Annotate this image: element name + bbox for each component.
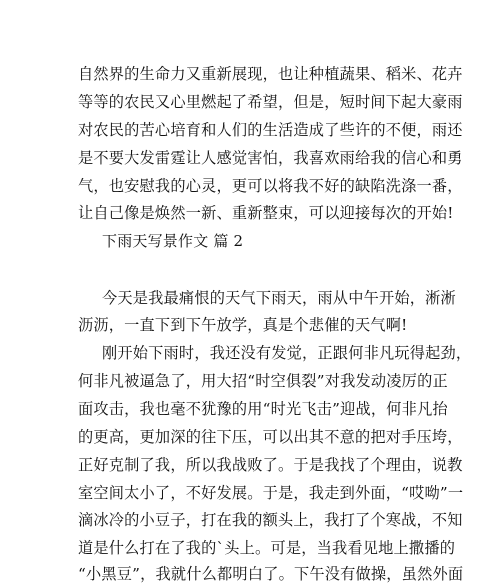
text-line: 是不要大发雷霆让人感觉害怕，我喜欢雨给我的信心和勇 xyxy=(78,149,463,167)
paragraph-line: 面攻击，我也毫不犹豫的用“时光飞击”迎战，何非凡抬 xyxy=(78,400,448,418)
text-line: 让自己像是焕然一新、重新整束，可以迎接每次的开始! xyxy=(78,204,454,222)
paragraph-line: 今天是我最痛恨的天气下雨天，雨从中午开始，淅淅 xyxy=(102,289,456,307)
text-line: 气，也安慰我的心灵，更可以将我不好的缺陷洗涤一番， xyxy=(78,177,463,195)
paragraph-line: 沥沥，一直下到下午放学，真是个悲催的天气啊! xyxy=(78,316,408,334)
paragraph-line: 刚开始下雨时，我还没有发觉，正跟何非凡玩得起劲， xyxy=(102,344,472,362)
section-title: 下雨天写景作文 篇 2 xyxy=(102,232,244,250)
text-line: 对农民的苦心培育和人们的生活造成了些许的不便，雨还 xyxy=(78,121,463,139)
paragraph-line: 何非凡被逼急了，用大招“时空俱裂”对我发动凌厉的正 xyxy=(78,372,448,390)
text-line: 等等的农民又心里燃起了希望，但是，短时间下起大豪雨 xyxy=(78,93,463,111)
text-line: 自然界的生命力又重新展现，也让种植蔬果、稻米、花卉 xyxy=(78,65,463,83)
paragraph-line: 室空间太小了，不好发展。于是，我走到外面，“哎呦”一 xyxy=(78,484,464,502)
paragraph-line: 滴冰冷的小豆子，打在我的额头上，我打了个寒战，不知 xyxy=(78,511,463,529)
paragraph-line: 的更高，更加深的往下压，可以出其不意的把对手压垮， xyxy=(78,428,463,446)
paragraph-line: 正好克制了我，所以我战败了。于是我找了个理由，说教 xyxy=(78,456,463,474)
paragraph-line: “小黑豆”，我就什么都明白了。下午没有做操，虽然外面 xyxy=(78,565,464,583)
paragraph-line: 道是什么打在了我的`头上。可是，当我看见地上撒播的 xyxy=(78,539,456,557)
